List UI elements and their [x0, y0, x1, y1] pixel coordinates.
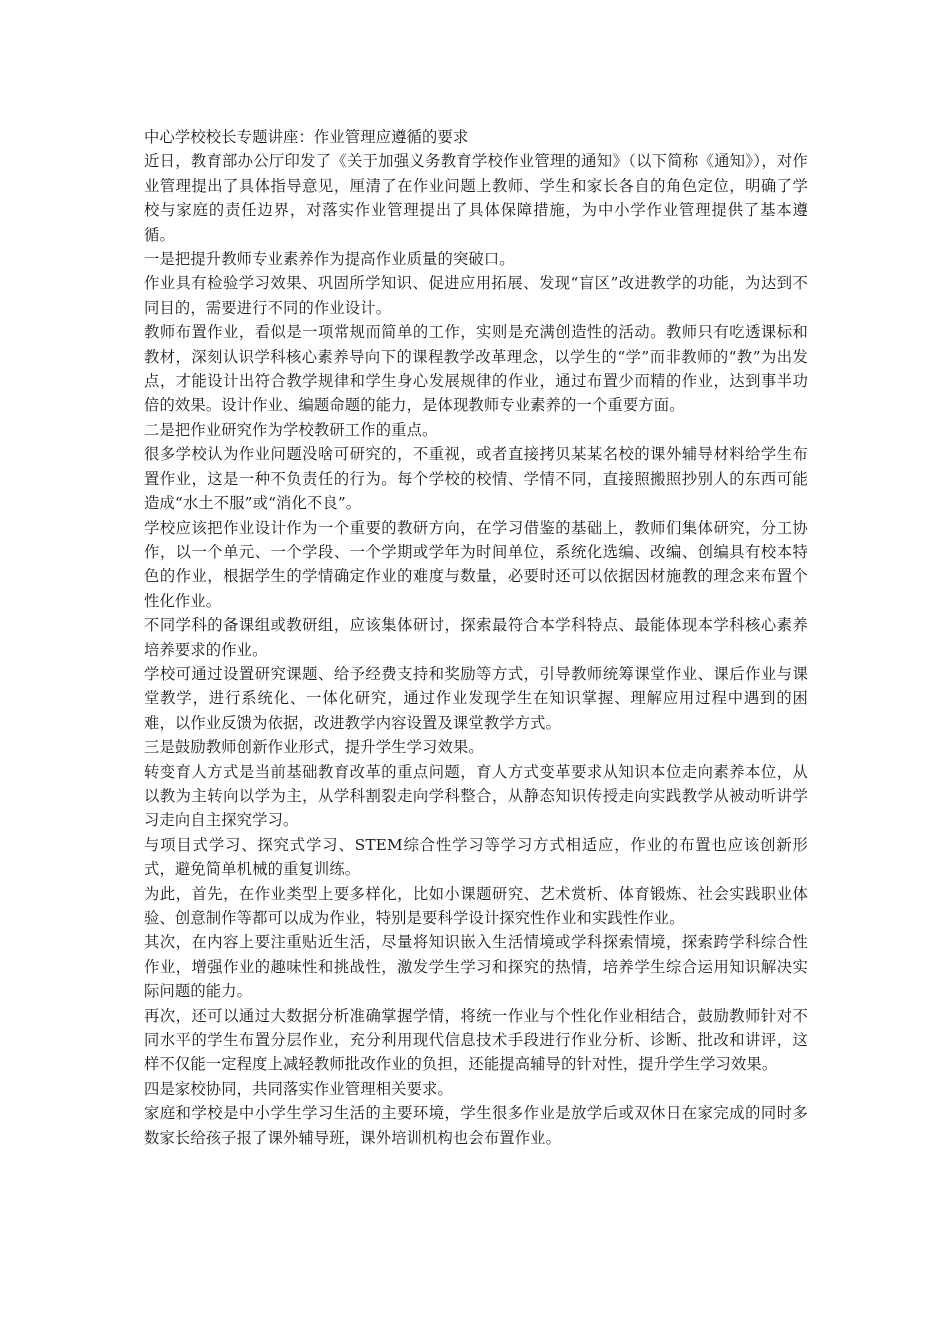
paragraph: 与项目式学习、探究式学习、STEM综合性学习等学习方式相适应，作业的布置也应该创新形式，避免简单机械的重复训练。: [144, 835, 808, 879]
paragraph: 学校应该把作业设计作为一个重要的教研方向，在学习借鉴的基础上，教师们集体研究，分工协作，以一个单元、一个学段、一个学期或学年为时间单位，系统化选编、改编、创编具有校本特色的作业，根据学生的学情确定作业的难度与数量，必要时还可以依据因材施教的理念来布置个性化作业。: [144, 518, 808, 610]
paragraph: 转变育人方式是当前基础教育改革的重点问题，育人方式变革要求从知识本位走向素养本位，从以教为主转向以学为主，从学科割裂走向学科整合，从静态知识传授走向实践教学从被动听讲学习走向自主探究学习。: [144, 762, 808, 830]
section-heading: 二是把作业研究作为学校教研工作的重点。: [144, 420, 438, 439]
document-page: [144, 125, 808, 1150]
paragraph: 学校可通过设置研究课题、给予经费支持和奖励等方式，引导教师统筹课堂作业、课后作业与课堂教学，进行系统化、一体化研究，通过作业发现学生在知识掌握、理解应用过程中遇到的困难，以作业反馈为依据，改进教学内容设置及课堂教学方式。: [144, 664, 808, 732]
paragraph: 其次，在内容上要注重贴近生活，尽量将知识嵌入生活情境或学科探索情境，探索跨学科综合性作业，增强作业的趣味性和挑战性，激发学生学习和探究的热情，培养学生综合运用知识解决实际问题的能力。: [144, 933, 808, 1001]
paragraph: 不同学科的备课组或教研组，应该集体研讨，探索最符合本学科特点、最能体现本学科核心素养培养要求的作业。: [144, 616, 808, 659]
paragraph: 家庭和学校是中小学生学习生活的主要环境，学生很多作业是放学后或双休日在家完成的同时多数家长给孩子报了课外辅导班，课外培训机构也会布置作业。: [144, 1104, 808, 1147]
document-title: 中心学校校长专题讲座：作业管理应遵循的要求: [144, 128, 469, 146]
paragraph: 教师布置作业，看似是一项常规而简单的工作，实则是充满创造性的活动。教师只有吃透课标和教材，深刻认识学科核心素养导向下的课程教学改革理念，以学生的“学”而非教师的“教”为出发点，才能设计出符合教学规律和学生身心发展规律的作业，通过布置少而精的作业，达到事半功倍的效果。设计作业、编题命题的能力，是体现教师专业素养的一个重要方面。: [144, 323, 808, 415]
section-heading: 四是家校协同，共同落实作业管理相关要求。: [144, 1079, 453, 1098]
paragraph: 作业具有检验学习效果、巩固所学知识、促进应用拓展、发现“盲区”改进教学的功能，为达到不同目的，需要进行不同的作业设计。: [144, 274, 808, 317]
section-heading: 一是把提升教师专业素养作为提高作业质量的突破口。: [144, 250, 515, 269]
paragraph: 近日，教育部办公厅印发了《关于加强义务教育学校作业管理的通知》（以下简称《通知》），对作业管理提出了具体指导意见，厘清了在作业问题上教师、学生和家长各自的角色定位，明确了学校与家庭的责任边界，对落实作业管理提出了具体保障措施，为中小学作业管理提供了基本遵循。: [144, 152, 808, 244]
paragraph: 为此，首先，在作业类型上要多样化，比如小课题研究、艺术赏析、体育锻炼、社会实践职业体验、创意制作等都可以成为作业，特别是要科学设计探究性作业和实践性作业。: [144, 884, 808, 927]
paragraph: 再次，还可以通过大数据分析准确掌握学情，将统一作业与个性化作业相结合，鼓励教师针对不同水平的学生布置分层作业，充分利用现代信息技术手段进行作业分析、诊断、批改和讲评，这样不仅能一定程度上减轻教师批改作业的负担，还能提高辅导的针对性，提升学生学习效果。: [144, 1006, 808, 1074]
paragraph: 很多学校认为作业问题没啥可研究的，不重视，或者直接拷贝某某名校的课外辅导材料给学生布置作业，这是一种不负责任的行为。每个学校的校情、学情不同，直接照搬照抄别人的东西可能造成“水土不服”或“消化不良”。: [144, 445, 808, 513]
section-heading: 三是鼓励教师创新作业形式，提升学生学习效果。: [144, 738, 484, 757]
